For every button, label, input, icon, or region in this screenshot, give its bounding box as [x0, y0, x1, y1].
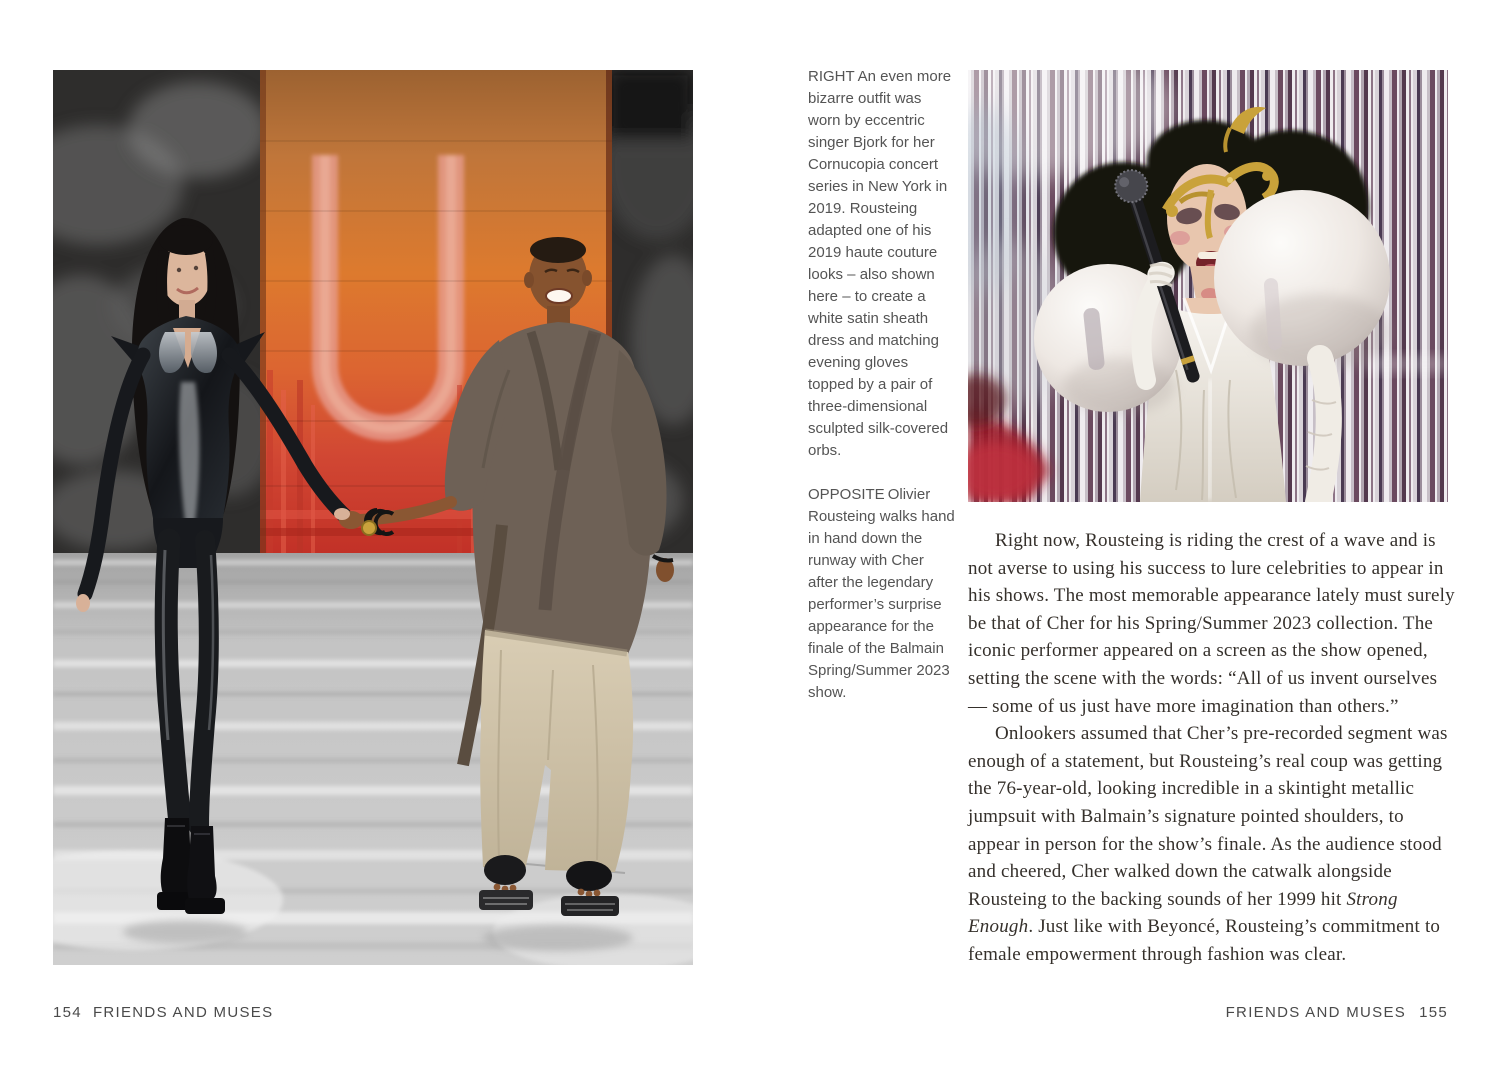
caption-opposite — [808, 484, 956, 704]
bjork-photo — [968, 70, 1448, 502]
caption-opposite-label: OPPOSITE — [808, 486, 885, 503]
caption-right-label: RIGHT — [808, 68, 855, 85]
runway-photo — [53, 70, 693, 965]
left-page-number: 154 — [53, 1004, 82, 1021]
caption-column — [808, 66, 956, 726]
caption-right — [808, 66, 956, 462]
right-running-head: FRIENDS AND MUSES — [1225, 1004, 1407, 1021]
body-paragraph-2-pre: Onlookers assumed that Cher’s pre-recorded segment was enough of a statement, but Rousteing’s real coup was getting the 76-year-old, looking incredible in a skintight metallic jumpsuit with Balmain’s signature pointed shoulders, to appear in person for the show’s finale. As the audience stood and cheered, Cher walked down the catwalk alongside Rousteing to the backing sounds of her 1999 hit — [968, 723, 1448, 910]
caption-right-text: An even more bizarre outfit was worn by eccentric singer Bjork for her Cornucopia concert series in New York in 2019. Rousteing adapted one of his 2019 haute couture looks – also shown here – to create a white satin sheath dress and matching evening gloves topped by a pair of three-dimensional sculpted silk-covered orbs. — [808, 68, 952, 459]
runway-photo-illustration — [53, 70, 693, 965]
left-running-head: FRIENDS AND MUSES — [92, 1004, 274, 1021]
body-paragraph-2-post: . Just like with Beyoncé, Rousteing’s commitment to female empowerment through fashion was clear. — [968, 916, 1441, 965]
body-paragraph-2 — [968, 720, 1460, 968]
body-paragraph-1: Right now, Rousteing is riding the crest of a wave and is not averse to using his success to lure celebrities to appear in his shows. The most memorable appearance lately must surely be that of Cher for his Spring/Summer 2023 collection. The iconic performer appeared on a screen as the show opened, setting the scene with the words: “All of us invent ourselves — some of us just have more imagination than others.” — [968, 530, 1455, 717]
left-page-footer — [53, 1004, 273, 1021]
caption-opposite-text: Olivier Rousteing walks hand in hand down the runway with Cher after the legendary performer’s surprise appearance for the finale of the Balmain Spring/Summer 2023 show. — [808, 486, 955, 701]
right-page-number: 155 — [1419, 1004, 1448, 1021]
body-text — [968, 527, 1460, 969]
bjork-photo-illustration — [968, 70, 1448, 502]
right-page-footer — [1226, 1004, 1448, 1021]
song-title-italic: Strong Enough — [968, 888, 1398, 938]
